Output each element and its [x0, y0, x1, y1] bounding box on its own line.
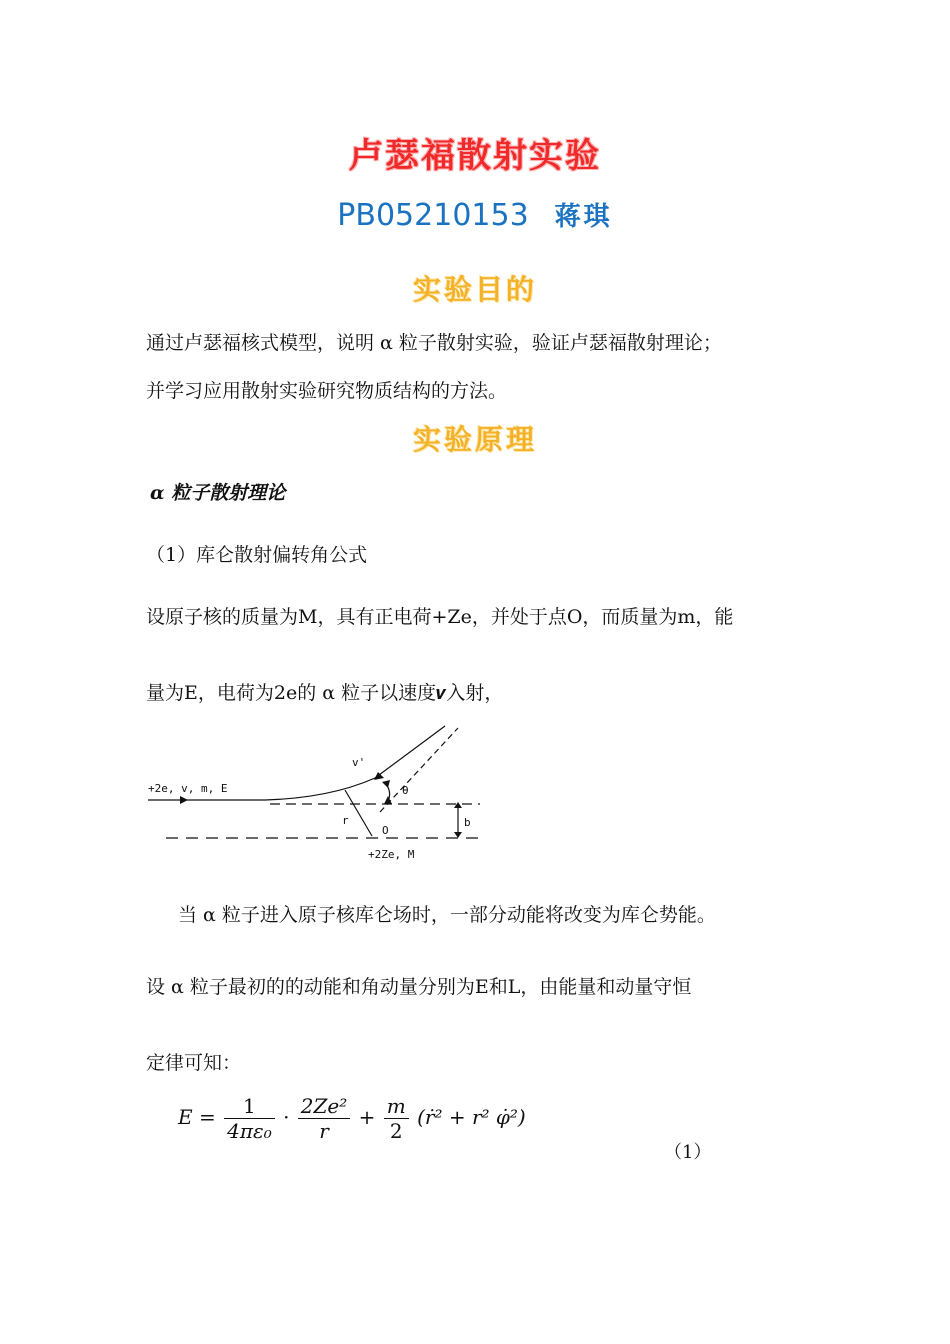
formula-equals: = [198, 1105, 216, 1129]
body-paragraph-1b: 量为E，电荷为2e的 α 粒子以速度𝒗入射， [146, 682, 504, 704]
formula-lhs: E [178, 1105, 193, 1129]
b-arrow-bottom [454, 832, 462, 838]
r-line [345, 790, 372, 836]
b-arrow-top [454, 802, 462, 808]
purpose-line-1: 通过卢瑟福核式模型，说明 α 粒子散射实验，验证卢瑟福散射理论； [146, 332, 722, 354]
velocity-arrowhead [374, 772, 384, 780]
incoming-label: +2e, v, m, E [148, 782, 228, 795]
fraction-1-numerator: 1 [224, 1094, 275, 1119]
document-title: 卢瑟福散射实验 [349, 136, 601, 176]
fraction-1-denominator: 4πε₀ [227, 1119, 272, 1143]
theta-arrow-upper [382, 780, 390, 788]
formula-bracket-term: (ṙ² + r² φ̇²) [417, 1105, 526, 1129]
section-heading-purpose: 实验目的 [412, 273, 537, 306]
formula-plus: + [358, 1105, 376, 1129]
body-paragraph-2a: 当 α 粒子进入原子核库仑场时，一部分动能将改变为库仑势能。 [178, 904, 716, 926]
student-id: PB05210153 [337, 198, 529, 233]
origin-label: O [382, 824, 389, 837]
body-paragraph-2b: 设 α 粒子最初的的动能和角动量分别为E和L，由能量和动量守恒 [146, 976, 692, 998]
fraction-3-denominator: 2 [389, 1119, 403, 1143]
fraction-2-denominator: r [319, 1119, 329, 1143]
theta-arrow [384, 796, 392, 804]
section-heading-principle: 实验原理 [412, 423, 537, 456]
fraction-2 [298, 1094, 350, 1143]
b-label: b [464, 816, 471, 829]
item-heading: （1）库仑散射偏转角公式 [146, 544, 368, 566]
dashed-asymptote [380, 728, 458, 812]
formula-dot: · [283, 1105, 290, 1129]
energy-formula [178, 1094, 526, 1143]
body-paragraph-2c: 定律可知： [146, 1052, 242, 1074]
incoming-arrowhead [180, 796, 188, 804]
body-paragraph-1a: 设原子核的质量为M，具有正电荷+Ze，并处于点O，而质量为m，能 [146, 606, 734, 628]
scattering-diagram [140, 720, 500, 870]
nucleus-label: +2Ze, M [368, 848, 415, 861]
r-label: r [342, 814, 349, 827]
fraction-3 [384, 1094, 409, 1143]
equation-number: （1） [664, 1142, 712, 1163]
fraction-1 [224, 1094, 275, 1143]
velocity-label: v' [352, 756, 366, 769]
theta-label: θ [402, 784, 409, 797]
author-line [0, 196, 950, 233]
purpose-line-2: 并学习应用散射实验研究物质结构的方法。 [146, 380, 508, 402]
fraction-2-numerator: 2Ze² [298, 1094, 350, 1119]
student-name: 蒋琪 [554, 202, 613, 232]
subsection-heading: α 粒子散射理论 [150, 482, 286, 504]
fraction-3-numerator: m [384, 1094, 409, 1119]
